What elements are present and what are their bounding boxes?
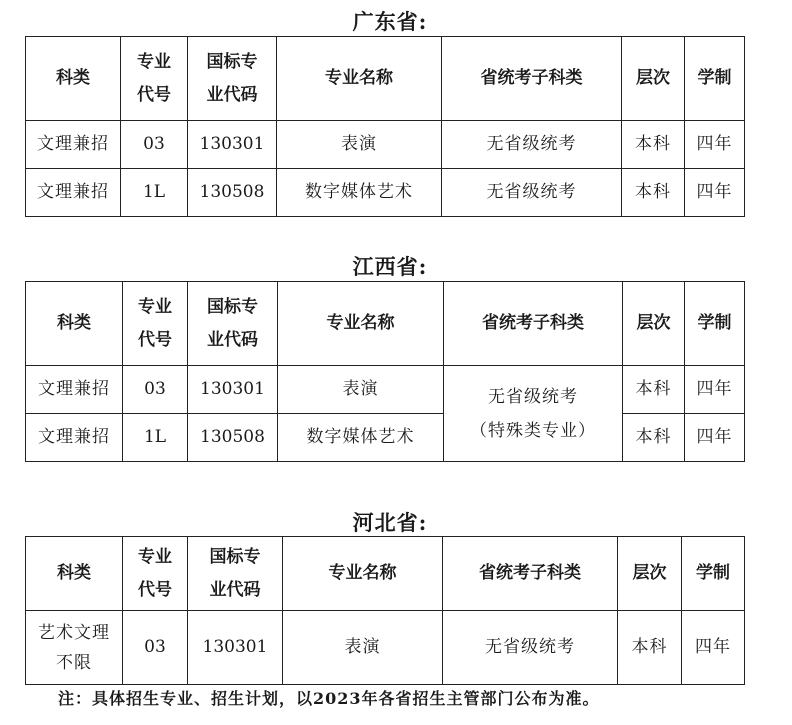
cell-major-code: 03 — [123, 611, 188, 685]
cell-major-name: 数字媒体艺术 — [277, 169, 442, 217]
table-header-row — [26, 37, 745, 121]
header-level: 层次 — [622, 37, 685, 121]
header-major-code: 专业 代号 — [121, 37, 188, 121]
cell-duration: 四年 — [685, 169, 745, 217]
header-category: 科类 — [26, 37, 121, 121]
cell-national-code: 130508 — [188, 414, 278, 462]
cell-national-code: 130508 — [188, 169, 277, 217]
cell-national-code: 130301 — [188, 121, 277, 169]
header-category: 科类 — [26, 282, 123, 366]
table-header-row — [26, 537, 745, 611]
cell-subcategory: 无省级统考 — [443, 611, 618, 685]
header-subcategory: 省统考子科类 — [442, 37, 622, 121]
cell-major-code: 03 — [123, 366, 188, 414]
cell-level: 本科 — [622, 169, 685, 217]
cell-category: 文理兼招 — [26, 169, 121, 217]
province-title-guangdong: 广东省: — [352, 9, 428, 34]
cell-major-name: 表演 — [278, 366, 444, 414]
table-row — [26, 611, 745, 685]
header-subcategory: 省统考子科类 — [443, 537, 618, 611]
cell-category: 文理兼招 — [26, 121, 121, 169]
header-national-code: 国标专 业代码 — [188, 282, 278, 366]
province-title-hebei: 河北省: — [352, 510, 428, 535]
cell-level: 本科 — [622, 121, 685, 169]
cell-national-code: 130301 — [188, 366, 278, 414]
cell-subcategory: 无省级统考 — [442, 121, 622, 169]
cell-level: 本科 — [623, 414, 685, 462]
table-hebei — [25, 536, 745, 685]
cell-level: 本科 — [618, 611, 682, 685]
cell-national-code: 130301 — [188, 611, 283, 685]
header-major-name: 专业名称 — [277, 37, 442, 121]
cell-major-name: 表演 — [277, 121, 442, 169]
table-row — [26, 169, 745, 217]
table-row — [26, 366, 745, 414]
table-row — [26, 121, 745, 169]
header-major-name: 专业名称 — [283, 537, 443, 611]
cell-subcategory: 无省级统考 — [442, 169, 622, 217]
footnote: 注：具体招生专业、招生计划，以2023年各省招生主管部门公布为准。 — [58, 689, 600, 708]
cell-major-name: 数字媒体艺术 — [278, 414, 444, 462]
header-duration: 学制 — [682, 537, 745, 611]
header-major-code: 专业 代号 — [123, 537, 188, 611]
cell-level: 本科 — [623, 366, 685, 414]
header-duration: 学制 — [685, 282, 745, 366]
cell-category: 文理兼招 — [26, 366, 123, 414]
cell-duration: 四年 — [685, 121, 745, 169]
cell-duration: 四年 — [685, 414, 745, 462]
header-national-code: 国标专 业代码 — [188, 37, 277, 121]
cell-major-code: 1L — [123, 414, 188, 462]
header-major-name: 专业名称 — [278, 282, 444, 366]
table-row — [26, 414, 745, 462]
cell-duration: 四年 — [685, 366, 745, 414]
cell-duration: 四年 — [682, 611, 745, 685]
table-jiangxi — [25, 281, 745, 462]
table-header-row — [26, 282, 745, 366]
province-title-jiangxi: 江西省: — [352, 254, 428, 279]
cell-major-code: 1L — [121, 169, 188, 217]
header-level: 层次 — [623, 282, 685, 366]
cell-major-code: 03 — [121, 121, 188, 169]
cell-category: 文理兼招 — [26, 414, 123, 462]
header-major-code: 专业 代号 — [123, 282, 188, 366]
header-duration: 学制 — [685, 37, 745, 121]
cell-major-name: 表演 — [283, 611, 443, 685]
header-level: 层次 — [618, 537, 682, 611]
table-guangdong — [25, 36, 745, 217]
cell-category: 艺术文理 不限 — [26, 611, 123, 685]
header-national-code: 国标专 业代码 — [188, 537, 283, 611]
header-category: 科类 — [26, 537, 123, 611]
header-subcategory: 省统考子科类 — [444, 282, 623, 366]
cell-subcategory-merged: 无省级统考 （特殊类专业） — [444, 366, 623, 462]
